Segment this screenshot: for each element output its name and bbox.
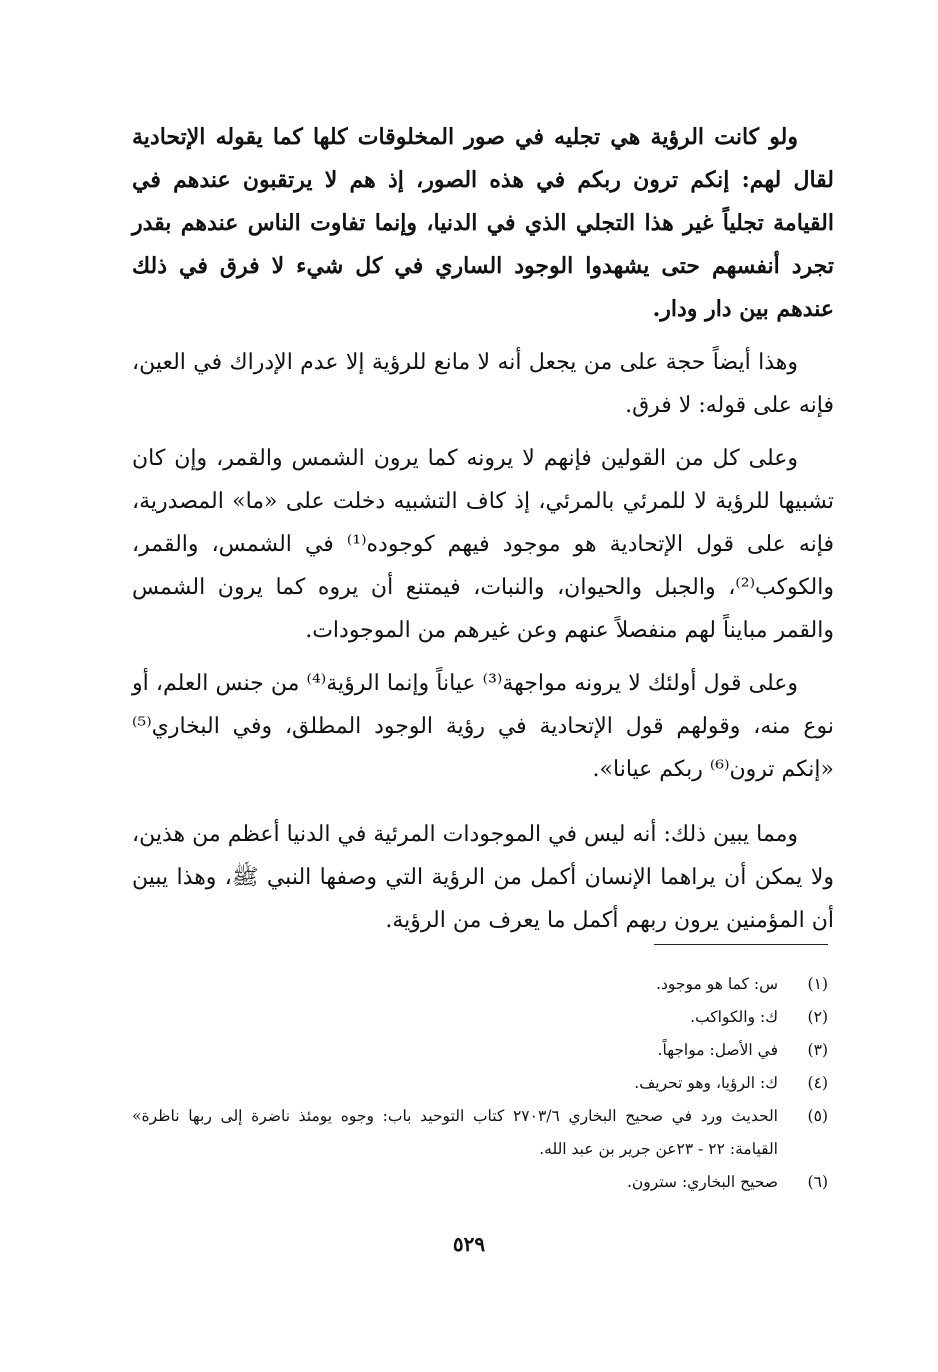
footnote-3 — [132, 1034, 834, 1067]
paragraph-5: ومما يبين ذلك: أنه ليس في الموجودات المرئية في الدنيا أعظم من هذين، ولا يمكن أن يراهما الإنسان أكمل من الرؤية التي وصفها النبي ﷺ، وهذا يبين أن المؤمنين يرون ربهم أكمل ما يعرف من الرؤية. — [132, 822, 834, 933]
paragraph-4: وعلى قول أولئك لا يرونه مواجهة⁽³⁾ عياناً وإنما الرؤية⁽⁴⁾ من جنس العلم، أو نوع منه، وقولهم قول الإتحادية في رؤية الوجود المطلق، وفي البخاري⁽⁵⁾ «إنكم ترون⁽⁶⁾ ربكم عيانا». — [132, 671, 834, 782]
footnote-1 — [132, 968, 834, 1001]
paragraph-3: وعلى كل من القولين فإنهم لا يرونه كما يرون الشمس والقمر، وإن كان تشبيها للرؤية لا للمرئي بالمرئي، إذ كاف التشبيه دخلت على «ما» المصدرية، فإنه على قول الإتحادية هو موجود فيهم كوجوده⁽¹⁾ في الشمس، والقمر، والكوكب⁽²⁾، والجبل والحيوان، والنبات، فيمتنع أن يروه كما يرون الشمس والقمر مبايناً لهم منفصلاً عنهم وعن غيرهم من الموجودات. — [132, 446, 834, 643]
footnote-text: س: كما هو موجود. — [656, 975, 778, 993]
footnote-number: (٤) — [807, 1074, 828, 1092]
main-text — [132, 116, 834, 952]
paragraph-1: ولو كانت الرؤية هي تجليه في صور المخلوقات كلها كما يقوله الإتحادية لقال لهم: إنكم ترون ربكم في هذه الصور، إذ هم لا يرتقبون عندهم في القيامة تجلياً غير هذا التجلي الذي في الدنيا، وإنما تفاوت الناس عندهم بقدر تجرد أنفسهم حتى يشهدوا الوجود الساري في كل شيء لا فرق في ذلك عندهم بين دار ودار. — [132, 124, 834, 322]
footnote-text: ك: والكواكب. — [690, 1008, 778, 1026]
footnote-number: (٥) — [807, 1107, 828, 1125]
footnote-4 — [132, 1067, 834, 1100]
footnote-divider — [654, 944, 828, 945]
footnote-text: الحديث ورد في صحيح البخاري ٢٧٠٣/٦ كتاب التوحيد باب: وجوه يومئذ ناضرة إلى ربها ناظرة» القيامة: ٢٢ - ٢٣عن جرير بن عبد الله. — [132, 1107, 778, 1158]
footnote-2 — [132, 1001, 834, 1034]
paragraph-2: وهذا أيضاً حجة على من يجعل أنه لا مانع للرؤية إلا عدم الإدراك في العين، فإنه على قوله: لا فرق. — [132, 350, 834, 418]
footnote-text: ك: الرؤيا، وهو تحريف. — [634, 1074, 778, 1092]
footnote-6 — [132, 1166, 834, 1199]
footnote-text: صحيح البخاري: سترون. — [627, 1173, 778, 1191]
footnote-number: (١) — [807, 975, 828, 993]
footnotes — [132, 968, 834, 1199]
footnote-text: في الأصل: مواجهاً. — [657, 1041, 778, 1059]
footnote-5 — [132, 1100, 834, 1166]
page-number: ٥٢٩ — [452, 1232, 486, 1256]
footnote-number: (٣) — [807, 1041, 828, 1059]
footnote-number: (٦) — [807, 1173, 828, 1191]
footnote-number: (٢) — [807, 1008, 828, 1026]
